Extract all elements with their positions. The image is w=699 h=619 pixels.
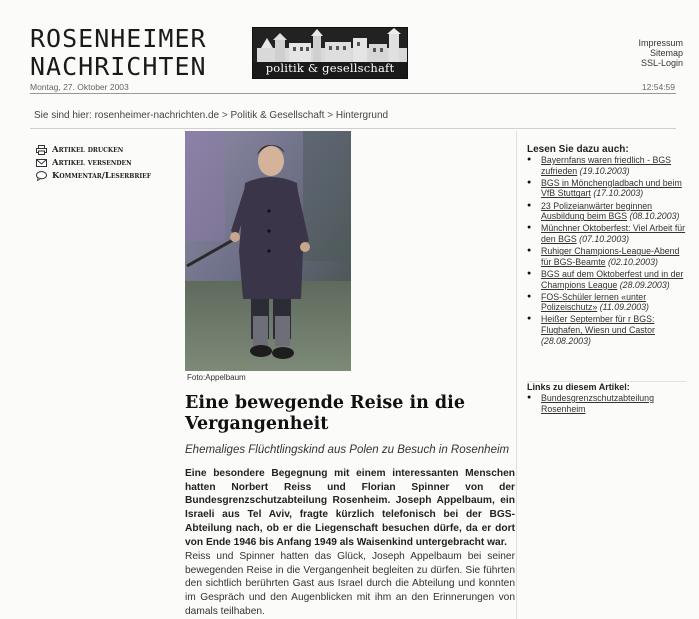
related-article-date: (28.08.2003) [541, 335, 591, 346]
send-article-label: Artikel versenden [52, 158, 132, 168]
article-links-list [527, 393, 692, 414]
town-skyline-illustration [253, 28, 407, 62]
breadcrumb-separator: > [327, 110, 334, 121]
related-article-link[interactable]: Ruhiger Champions-League-Abend für BGS-Beamte [541, 246, 680, 267]
related-article-item[interactable] [527, 292, 692, 313]
breadcrumb-prefix: Sie sind hier: [34, 110, 92, 121]
sidebar-divider [516, 131, 517, 619]
related-article-link[interactable]: 23 Polizeianwärter beginnen Ausbildung beim BGS [541, 200, 653, 222]
related-article-item[interactable] [527, 155, 692, 176]
related-article-link[interactable]: BGS auf dem Oktoberfest und in der Champions League [541, 268, 684, 290]
breadcrumb-item-home[interactable]: rosenheimer-nachrichten.de [94, 110, 220, 121]
comment-label: Kommentar/Leserbrief [52, 171, 151, 181]
comment-link[interactable] [36, 171, 151, 181]
print-article-link[interactable] [36, 145, 123, 155]
breadcrumb [34, 110, 388, 121]
article-link-item[interactable] [527, 393, 692, 414]
print-article-label: Artikel drucken [52, 145, 124, 155]
related-article-date: (19.10.2003) [579, 165, 630, 176]
speech-bubble-icon [36, 171, 47, 181]
article-links-heading: Links zu diesem Artikel: [527, 382, 630, 392]
article-photo [185, 131, 351, 371]
related-article-item[interactable] [527, 246, 692, 267]
section-banner[interactable] [252, 27, 408, 79]
related-article-date: (08.10.2003) [629, 211, 680, 222]
breadcrumb-divider [30, 128, 676, 129]
related-article-link[interactable]: BGS in Mönchengladbach und beim VfB Stuttgart [541, 177, 682, 199]
related-article-date: (17.10.2003) [593, 188, 644, 199]
boy-portrait-photo [185, 131, 351, 371]
breadcrumb-item-hintergrund[interactable]: Hintergrund [335, 110, 389, 121]
related-article-link[interactable]: Heißer September für r BGS: Flughafen, Wiesn und Castor [541, 314, 655, 336]
related-article-item[interactable] [527, 314, 692, 346]
ssl-login-link[interactable]: SSL-Login [640, 58, 683, 68]
related-article-date: (07.10.2003) [579, 233, 630, 244]
related-articles-list [527, 155, 692, 348]
article-lead: Eine besondere Begegnung mit einem interessanten Menschen hatten Norbert Reiss und Florian Spinner von der Bundesgrenzschutzabteilung Rosenheim. Joseph Appelbaum, ein Israeli aus Tel Aviv, fragte kürzlich telefonisch bei der BGS-Abteilung nach, ob er die Liegenschaft besuchen dürfe, da er dort von Ende 1946 bis Anfang 1949 als Waisenkind untergebracht war. [185, 468, 515, 548]
sitemap-link[interactable]: Sitemap [649, 48, 683, 58]
related-article-date: (28.09.2003) [619, 279, 670, 290]
related-article-item[interactable] [527, 178, 692, 199]
logo-line2[interactable]: NACHRICHTEN [30, 52, 207, 81]
related-article-link[interactable]: FOS-Schüler lernen «unter Polizeischutz» [541, 291, 647, 313]
article-link[interactable]: Bundesgrenzschutzabteilung Rosenheim [541, 393, 654, 414]
related-article-link[interactable]: Münchner Oktoberfest: Viel Arbeit für den BGS [541, 223, 686, 244]
related-article-date: (02.10.2003) [608, 256, 658, 267]
header-divider [30, 93, 676, 94]
envelope-icon [36, 158, 47, 168]
article-headline: Eine bewegende Reise in die Vergangenheit [185, 393, 465, 434]
related-article-link[interactable]: Bayernfans waren friedlich - BGS zufrieden [541, 155, 672, 176]
related-article-date: (11.09.2003) [599, 302, 649, 313]
related-article-item[interactable] [527, 223, 692, 244]
related-articles-heading: Lesen Sie dazu auch: [527, 144, 629, 155]
date-text: Montag, 27. Oktober 2003 [30, 82, 129, 92]
article-body: Reiss und Spinner hatten das Glück, Joseph Appelbaum bei seiner bewegenden Reise in die Vergangenheit begleiten zu dürfen. Sie führten den sichtlich berührten Gast aus Israel durch die Abteilung und konnten im Gespräch und den Augenblicken mit ihm an den Erinnerungen von damals teilhaben. [185, 551, 515, 617]
related-article-item[interactable] [527, 269, 692, 290]
send-article-link[interactable] [36, 158, 132, 168]
printer-icon [36, 145, 47, 155]
logo-line1[interactable]: ROSENHEIMER [30, 24, 207, 53]
impressum-link[interactable]: Impressum [638, 38, 683, 48]
article-subheadline: Ehemaliges Flüchtlingskind aus Polen zu Besuch in Rosenheim [185, 444, 510, 456]
breadcrumb-separator: > [221, 110, 228, 121]
photo-caption: Foto:Appelbaum [187, 373, 246, 382]
breadcrumb-item-politik[interactable]: Politik & Gesellschaft [230, 110, 325, 121]
related-article-item[interactable] [527, 201, 692, 222]
section-banner-label: politik & gesellschaft [265, 61, 395, 75]
time-text: 12:54:59 [641, 82, 675, 92]
